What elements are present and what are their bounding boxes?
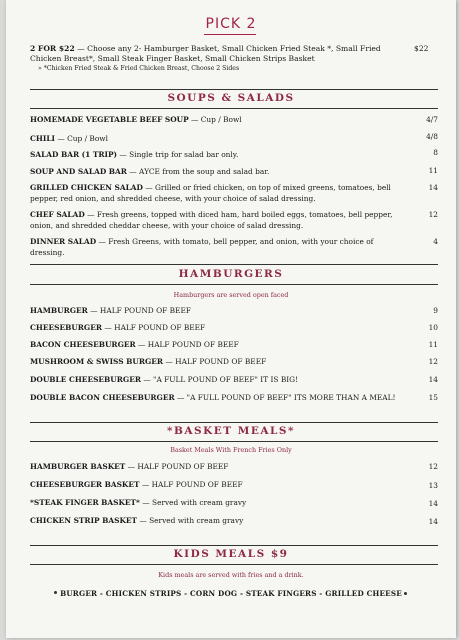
section-divider bbox=[30, 264, 438, 265]
soups-section-title: SOUPS & SALADS bbox=[167, 92, 295, 104]
menu-page bbox=[6, 0, 456, 638]
section-divider bbox=[30, 422, 438, 423]
section-divider bbox=[30, 441, 438, 442]
pick2-lead: 2 FOR $22 bbox=[30, 44, 75, 53]
menu-item-price: 12 bbox=[428, 210, 438, 219]
menu-item: GRILLED CHICKEN SALAD — Grilled or fried chicken, on top of mixed greens, tomatoes, bell pepper, red onion, and shredded cheese, with your choice of salad dressing. bbox=[30, 183, 391, 203]
section-divider bbox=[30, 545, 438, 546]
section-divider bbox=[30, 108, 438, 109]
menu-item: SOUP AND SALAD BAR — AYCE from the soup and salad bar. bbox=[30, 167, 270, 176]
burgers-subtitle: Hamburgers are served open faced bbox=[173, 291, 289, 299]
menu-item-price: 14 bbox=[428, 183, 438, 192]
kids-subtitle: Kids meals are served with fries and a drink. bbox=[158, 571, 304, 579]
menu-item: CHEF SALAD — Fresh greens, topped with diced ham, hard boiled eggs, tomatoes, bell pepper, onion, and shredded cheddar cheese, with your choice of salad dressing. bbox=[30, 210, 393, 230]
burgers-section-title: HAMBURGERS bbox=[178, 268, 284, 280]
menu-item-price: 13 bbox=[428, 481, 438, 490]
menu-item-price: 14 bbox=[428, 375, 438, 384]
menu-item-price: 4/7 bbox=[426, 115, 438, 124]
menu-item-price: 10 bbox=[428, 323, 438, 332]
pick2-description bbox=[30, 44, 400, 73]
menu-item-price: 12 bbox=[428, 357, 438, 366]
menu-item: MUSHROOM & SWISS BURGER — HALF POUND OF BEEF bbox=[30, 357, 267, 366]
bullet-dot-icon bbox=[404, 592, 407, 595]
section-divider bbox=[30, 284, 438, 285]
menu-item: CHEESEBURGER BASKET — HALF POUND OF BEEF bbox=[30, 480, 243, 489]
menu-item: CHEESEBURGER — HALF POUND OF BEEF bbox=[30, 323, 206, 332]
menu-item: CHILI — Cup / Bowl bbox=[30, 134, 108, 143]
section-divider bbox=[30, 89, 438, 90]
menu-item-price: 14 bbox=[428, 517, 438, 526]
menu-item: SALAD BAR (1 TRIP) — Single trip for salad bar only. bbox=[30, 150, 239, 159]
menu-item-price: 4/8 bbox=[426, 132, 438, 141]
pick2-title-underline bbox=[204, 34, 256, 35]
menu-item: HAMBURGER — HALF POUND OF BEEF bbox=[30, 306, 191, 315]
menu-item-price: 11 bbox=[428, 340, 438, 349]
menu-item-price: 8 bbox=[433, 148, 438, 157]
menu-item: DOUBLE CHEESEBURGER — "A FULL POUND OF BEEF" IT IS BIG! bbox=[30, 375, 299, 384]
baskets-subtitle: Basket Meals With French Fries Only bbox=[170, 446, 292, 454]
section-divider bbox=[30, 564, 438, 565]
baskets-section-title: *BASKET MEALS* bbox=[167, 425, 295, 437]
menu-item: HAMBURGER BASKET — HALF POUND OF BEEF bbox=[30, 462, 229, 471]
menu-item-price: 15 bbox=[428, 393, 438, 402]
menu-item-price: 9 bbox=[433, 306, 438, 315]
menu-item: HOMEMADE VEGETABLE BEEF SOUP — Cup / Bowl bbox=[30, 115, 242, 124]
menu-item-price: 14 bbox=[428, 499, 438, 508]
menu-item-price: 4 bbox=[433, 237, 438, 246]
kids-section-title: KIDS MEALS $9 bbox=[173, 548, 289, 560]
menu-item: DINNER SALAD — Fresh Greens, with tomato, bell pepper, and onion, with your choice of dressing. bbox=[30, 237, 374, 257]
menu-item: DOUBLE BACON CHEESEBURGER — "A FULL POUND OF BEEF" ITS MORE THAN A MEAL! bbox=[30, 393, 396, 402]
pick2-title: PICK 2 bbox=[205, 16, 257, 32]
pick2-price: $22 bbox=[414, 44, 429, 53]
menu-item: CHICKEN STRIP BASKET — Served with cream gravy bbox=[30, 516, 244, 525]
pick2-desc: — Choose any 2- Hamburger Basket, Small Chicken Fried Steak *, Small Fried Chicken Breast*, Small Steak Finger Basket, Small Chicken Strips Basket bbox=[30, 44, 381, 63]
kids-meal-options: BURGER - CHICKEN STRIPS - CORN DOG - STEAK FINGERS - GRILLED CHEESE bbox=[60, 589, 402, 598]
menu-item: *STEAK FINGER BASKET* — Served with cream gravy bbox=[30, 498, 247, 507]
pick2-note: » *Chicken Fried Steak & Fried Chicken Breast, Choose 2 Sides bbox=[38, 65, 240, 72]
menu-item-price: 11 bbox=[428, 166, 438, 175]
menu-item-price: 12 bbox=[428, 462, 438, 471]
menu-item: BACON CHEESEBURGER — HALF POUND OF BEEF bbox=[30, 340, 239, 349]
